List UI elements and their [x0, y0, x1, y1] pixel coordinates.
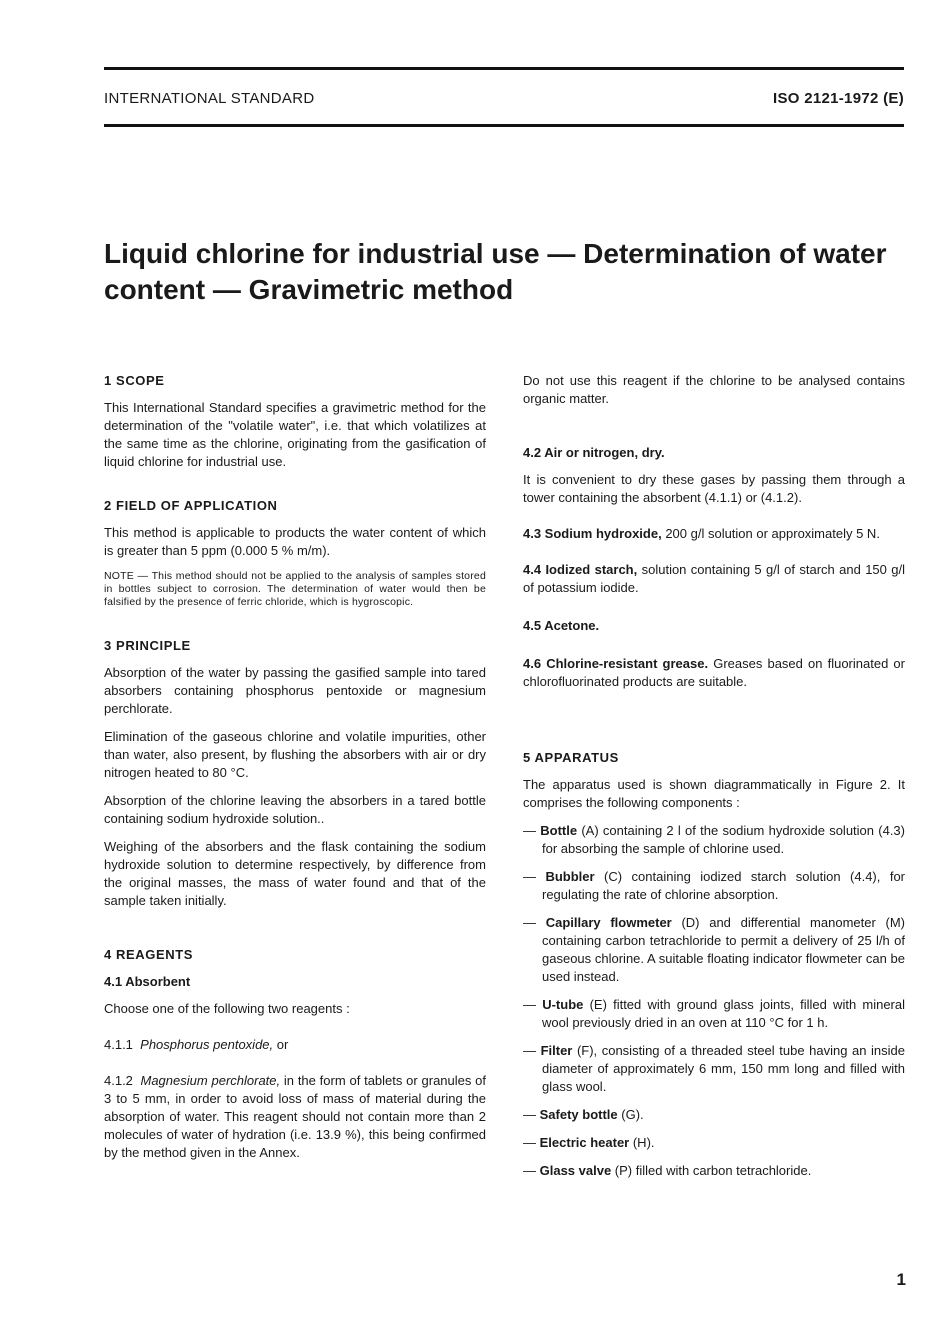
section-4-1-text: Choose one of the following two reagents :: [104, 1001, 350, 1016]
section-4-1-2-rest: in the form of tablets or granules of 3 to 5 mm, in order to avoid loss of mass of material during the absorption of water. This reagent should not contain more than 2 molecules of water of hydration (i.e. 13.9 %), this being confirmed by the method given in the Annex.: [104, 1073, 487, 1160]
apparatus-item: — Capillary flowmeter (D) and differential manometer (M) containing carbon tetrachloride to permit a delivery of 25 l/h of gaseous chlorine. A suitable floating indicator flowmeter can be used instead.: [523, 915, 905, 984]
section-4-1-2: [104, 1072, 486, 1162]
section-1-text: This International Standard specifies a gravimetric method for the determination of the "volatile water", i.e. that which volatilizes at the same time as the chlorine, originating from the gasification of liquid chlorine for industrial use.: [104, 400, 486, 469]
apparatus-item: — Bubbler (C) containing iodized starch solution (4.4), for regulating the rate of chlorine absorption.: [523, 869, 906, 902]
section-4-1-1-num: 4.1.1: [104, 1037, 133, 1052]
apparatus-item: — Bottle (A) containing 2 l of the sodium hydroxide solution (4.3) for absorbing the sample of chlorine used.: [523, 823, 905, 856]
reagent-continuation: Do not use this reagent if the chlorine to be analysed contains organic matter.: [523, 373, 905, 406]
section-4-3-label: 4.3 Sodium hydroxide,: [523, 526, 662, 541]
section-4-3-text: 200 g/l solution or approximately 5 N.: [661, 526, 880, 541]
section-3-para-2: Elimination of the gaseous chlorine and volatile impurities, other than water, also present, by flushing the absorbers with air or dry nitrogen heated to 80 °C.: [104, 729, 486, 780]
section-4-1-heading: 4.1 Absorbent: [104, 974, 191, 989]
header-left: INTERNATIONAL STANDARD: [104, 90, 315, 107]
section-4-4-label: 4.4 Iodized starch,: [523, 562, 638, 577]
section-5-intro: The apparatus used is shown diagrammatically in Figure 2. It comprises the following components :: [523, 777, 905, 810]
section-4-1-1-rest: or: [273, 1037, 289, 1052]
apparatus-item: — U-tube (E) fitted with ground glass joints, filled with mineral wool previously dried in an oven at 110 °C for 1 h.: [523, 997, 905, 1030]
section-4-4: [523, 561, 905, 597]
section-3-para-4: Weighing of the absorbers and the flask containing the sodium hydroxide solution to determine respectively, by difference from the original masses, the mass of water found and that of the sample taken initially.: [104, 839, 486, 908]
section-4-1-1-name: Phosphorus pentoxide,: [140, 1037, 274, 1052]
section-2-heading: 2 FIELD OF APPLICATION: [104, 498, 278, 513]
section-4-5-heading: 4.5 Acetone.: [523, 618, 600, 633]
page-title: Liquid chlorine for industrial use — Determination of water content — Gravimetric method: [104, 238, 887, 305]
left-column: [104, 372, 486, 1172]
apparatus-item: — Safety bottle (G).: [523, 1107, 644, 1122]
section-4-2-text: It is convenient to dry these gases by passing them through a tower containing the absorbent (4.1.1) or (4.1.2).: [523, 472, 905, 505]
section-3-para-3: Absorption of the chlorine leaving the absorbers in a tared bottle containing sodium hydroxide solution..: [104, 793, 486, 826]
section-3-heading: 3 PRINCIPLE: [104, 638, 191, 653]
section-3-para-1: Absorption of the water by passing the gasified sample into tared absorbers containing phosphorus pentoxide or magnesium perchlorate.: [104, 665, 486, 716]
top-rule-1: [104, 67, 904, 70]
top-rule-2: [104, 124, 904, 127]
section-4-4-text: solution containing 5 g/l of starch and 150 g/l of potassium iodide.: [523, 562, 905, 595]
section-1-heading: 1 SCOPE: [104, 373, 165, 388]
header-right: ISO 2121-1972 (E): [772, 90, 904, 107]
section-4-1-2-name: Magnesium perchlorate,: [140, 1073, 281, 1088]
apparatus-item: — Electric heater (H).: [523, 1135, 655, 1150]
section-4-6-label: 4.6 Chlorine-resistant grease.: [523, 656, 709, 671]
right-column: [523, 372, 905, 1190]
apparatus-item: — Glass valve (P) filled with carbon tetrachloride.: [523, 1163, 812, 1178]
section-4-6-text: Greases based on fluorinated or chlorofluorinated products are suitable.: [523, 656, 905, 689]
section-4-2-heading: 4.2 Air or nitrogen, dry.: [523, 445, 665, 460]
section-5-heading: 5 APPARATUS: [523, 750, 619, 765]
section-4-6: [523, 655, 905, 691]
section-2-note: NOTE — This method should not be applied to the analysis of samples stored in bottles subject to corrosion. The determination of water would then be falsified by the presence of ferric chloride, which is hygroscopic.: [104, 570, 486, 608]
section-4-3: [523, 525, 905, 543]
section-4-1-2-num: 4.1.2: [104, 1073, 133, 1088]
section-4-1-1: [104, 1036, 486, 1054]
page-number: 1: [896, 1270, 906, 1289]
section-4-heading: 4 REAGENTS: [104, 947, 194, 962]
apparatus-item: — Filter (F), consisting of a threaded steel tube having an inside diameter of approximately 6 mm, 150 mm long and filled with glass wool.: [523, 1043, 905, 1094]
section-2-text: This method is applicable to products the water content of which is greater than 5 ppm (0.000 5 % m/m).: [104, 525, 486, 558]
